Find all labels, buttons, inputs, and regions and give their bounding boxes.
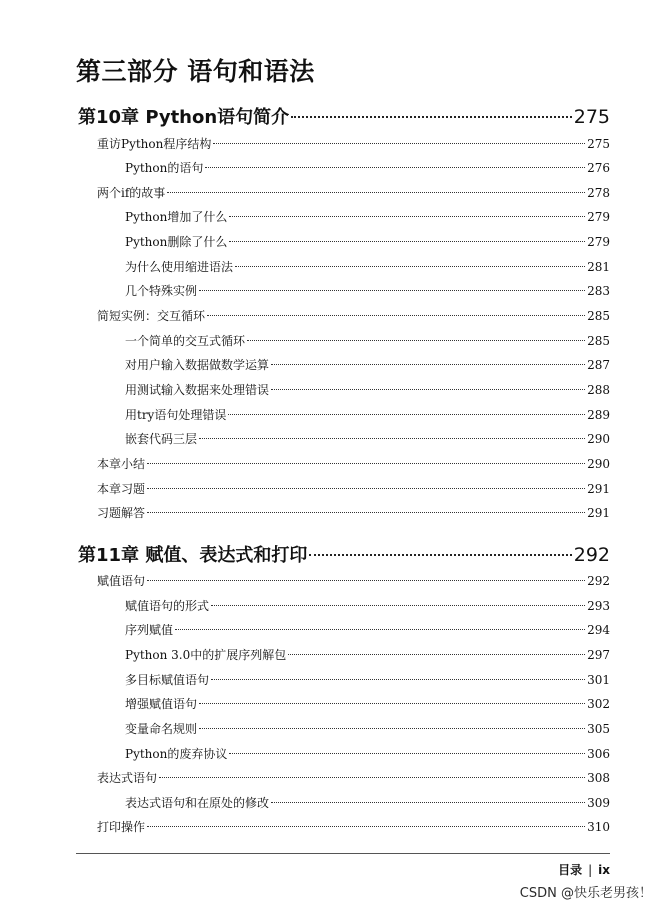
toc-entry[interactable] — [125, 381, 610, 398]
entry-label: 对用户输入数据做数学运算 — [125, 358, 270, 372]
toc-entry[interactable] — [125, 233, 610, 250]
dot-leader — [205, 166, 585, 168]
toc-entry[interactable] — [97, 818, 610, 835]
dot-leader — [175, 628, 585, 630]
entry-label: 用try语句处理错误 — [125, 408, 227, 422]
entry-label: 表达式语句 — [97, 771, 158, 785]
csdn-watermark: CSDN @快乐老男孩！ — [519, 886, 652, 901]
entry-page: 294 — [587, 623, 610, 637]
dot-leader — [159, 776, 585, 778]
entry-label: 一个简单的交互式循环 — [125, 334, 246, 348]
entry-page: 287 — [587, 358, 610, 372]
dot-leader — [147, 579, 585, 581]
entry-page: 279 — [587, 235, 610, 249]
dot-leader — [199, 289, 585, 291]
chapter-title: 第11章 赋值、表达式和打印 — [78, 545, 308, 566]
toc-entry[interactable] — [97, 455, 610, 472]
entry-page: 289 — [587, 408, 610, 422]
entry-label: Python的语句 — [125, 161, 204, 175]
entry-label: 赋值语句 — [97, 574, 146, 588]
chapter-heading[interactable] — [78, 103, 610, 129]
entry-page: 281 — [587, 260, 610, 274]
toc-entry[interactable] — [97, 307, 610, 324]
toc-entry[interactable] — [125, 745, 610, 762]
entry-page: 309 — [587, 796, 610, 810]
dot-leader — [271, 388, 585, 390]
entry-page: 288 — [587, 383, 610, 397]
dot-leader — [229, 752, 585, 754]
entry-page: 291 — [587, 506, 610, 520]
entry-page: 292 — [587, 574, 610, 588]
dot-leader — [199, 702, 585, 704]
entry-label: 赋值语句的形式 — [125, 599, 210, 613]
entry-label: 重访Python程序结构 — [97, 137, 212, 151]
toc-entry[interactable] — [125, 621, 610, 638]
dot-leader — [309, 553, 571, 556]
entry-page: 293 — [587, 599, 610, 613]
dot-leader — [247, 339, 585, 341]
entry-label: 简短实例：交互循环 — [97, 309, 206, 323]
footer-separator: | — [588, 863, 593, 877]
toc-entry[interactable] — [125, 794, 610, 811]
dot-leader — [199, 437, 585, 439]
dot-leader — [211, 604, 585, 606]
entry-label: 变量命名规则 — [125, 722, 198, 736]
dot-leader — [211, 678, 585, 680]
toc-entry[interactable] — [125, 356, 610, 373]
toc-entry[interactable] — [125, 695, 610, 712]
dot-leader — [291, 115, 572, 118]
toc-entry[interactable] — [125, 597, 610, 614]
part-title: 第三部分 语句和语法 — [76, 57, 315, 86]
entry-page: 276 — [587, 161, 610, 175]
entry-label: 多目标赋值语句 — [125, 673, 210, 687]
entry-label: 两个if的故事 — [97, 186, 166, 200]
entry-label: 为什么使用缩进语法 — [125, 260, 234, 274]
dot-leader — [271, 363, 585, 365]
chapter-page: 275 — [573, 106, 610, 128]
entry-page: 291 — [587, 482, 610, 496]
entry-label: Python 3.0中的扩展序列解包 — [125, 648, 287, 662]
entry-page: 305 — [587, 722, 610, 736]
toc-entry[interactable] — [125, 208, 610, 225]
dot-leader — [235, 265, 585, 267]
toc-entry[interactable] — [125, 646, 610, 663]
entry-label: 增强赋值语句 — [125, 697, 198, 711]
toc-entry[interactable] — [97, 184, 610, 201]
entry-page: 285 — [587, 334, 610, 348]
dot-leader — [229, 240, 585, 242]
entry-label: 表达式语句和在原处的修改 — [125, 796, 270, 810]
entry-label: Python的废弃协议 — [125, 747, 228, 761]
entry-page: 290 — [587, 432, 610, 446]
entry-label: 几个特殊实例 — [125, 284, 198, 298]
toc-entry[interactable] — [125, 159, 610, 176]
entry-page: 308 — [587, 771, 610, 785]
entry-label: 嵌套代码三层 — [125, 432, 198, 446]
entry-page: 297 — [587, 648, 610, 662]
entry-label: 本章小结 — [97, 457, 146, 471]
entry-page: 310 — [587, 820, 610, 834]
entry-page: 290 — [587, 457, 610, 471]
toc-entry[interactable] — [125, 671, 610, 688]
dot-leader — [147, 487, 585, 489]
dot-leader — [228, 413, 585, 415]
dot-leader — [229, 215, 585, 217]
toc-entry[interactable] — [97, 504, 610, 521]
dot-leader — [147, 511, 585, 513]
entry-page: 285 — [587, 309, 610, 323]
entry-page: 301 — [587, 673, 610, 687]
entry-label: Python删除了什么 — [125, 235, 228, 249]
entry-label: 习题解答 — [97, 506, 146, 520]
entry-page: 279 — [587, 210, 610, 224]
footer-section: 目录 — [558, 863, 583, 877]
dot-leader — [271, 801, 585, 803]
entry-page: 306 — [587, 747, 610, 761]
dot-leader — [147, 825, 585, 827]
entry-page: 278 — [587, 186, 610, 200]
toc-entry[interactable] — [125, 406, 610, 423]
toc-entry[interactable] — [97, 480, 610, 497]
entry-label: Python增加了什么 — [125, 210, 228, 224]
toc-entry[interactable] — [125, 258, 610, 275]
entry-page: 302 — [587, 697, 610, 711]
footer-page-number: ix — [598, 863, 610, 877]
entry-label: 序列赋值 — [125, 623, 174, 637]
chapter-page: 292 — [573, 544, 610, 566]
toc-entry[interactable] — [97, 769, 610, 786]
chapter-title: 第10章 Python语句简介 — [78, 107, 290, 128]
dot-leader — [199, 727, 585, 729]
dot-leader — [167, 191, 585, 193]
dot-leader — [288, 653, 585, 655]
toc-entry[interactable] — [125, 282, 610, 299]
chapter-heading[interactable] — [78, 541, 610, 567]
dot-leader — [147, 462, 585, 464]
entry-label: 用测试输入数据来处理错误 — [125, 383, 270, 397]
toc-entry[interactable] — [125, 430, 610, 447]
entry-label: 本章习题 — [97, 482, 146, 496]
toc-entry[interactable] — [97, 572, 610, 589]
dot-leader — [213, 142, 585, 144]
footer-divider — [76, 853, 610, 854]
toc-entry[interactable] — [125, 332, 610, 349]
dot-leader — [207, 314, 585, 316]
entry-label: 打印操作 — [97, 820, 146, 834]
toc-entry[interactable] — [125, 720, 610, 737]
entry-page: 283 — [587, 284, 610, 298]
toc-entry[interactable] — [97, 135, 610, 152]
page-footer — [558, 861, 610, 878]
entry-page: 275 — [587, 137, 610, 151]
